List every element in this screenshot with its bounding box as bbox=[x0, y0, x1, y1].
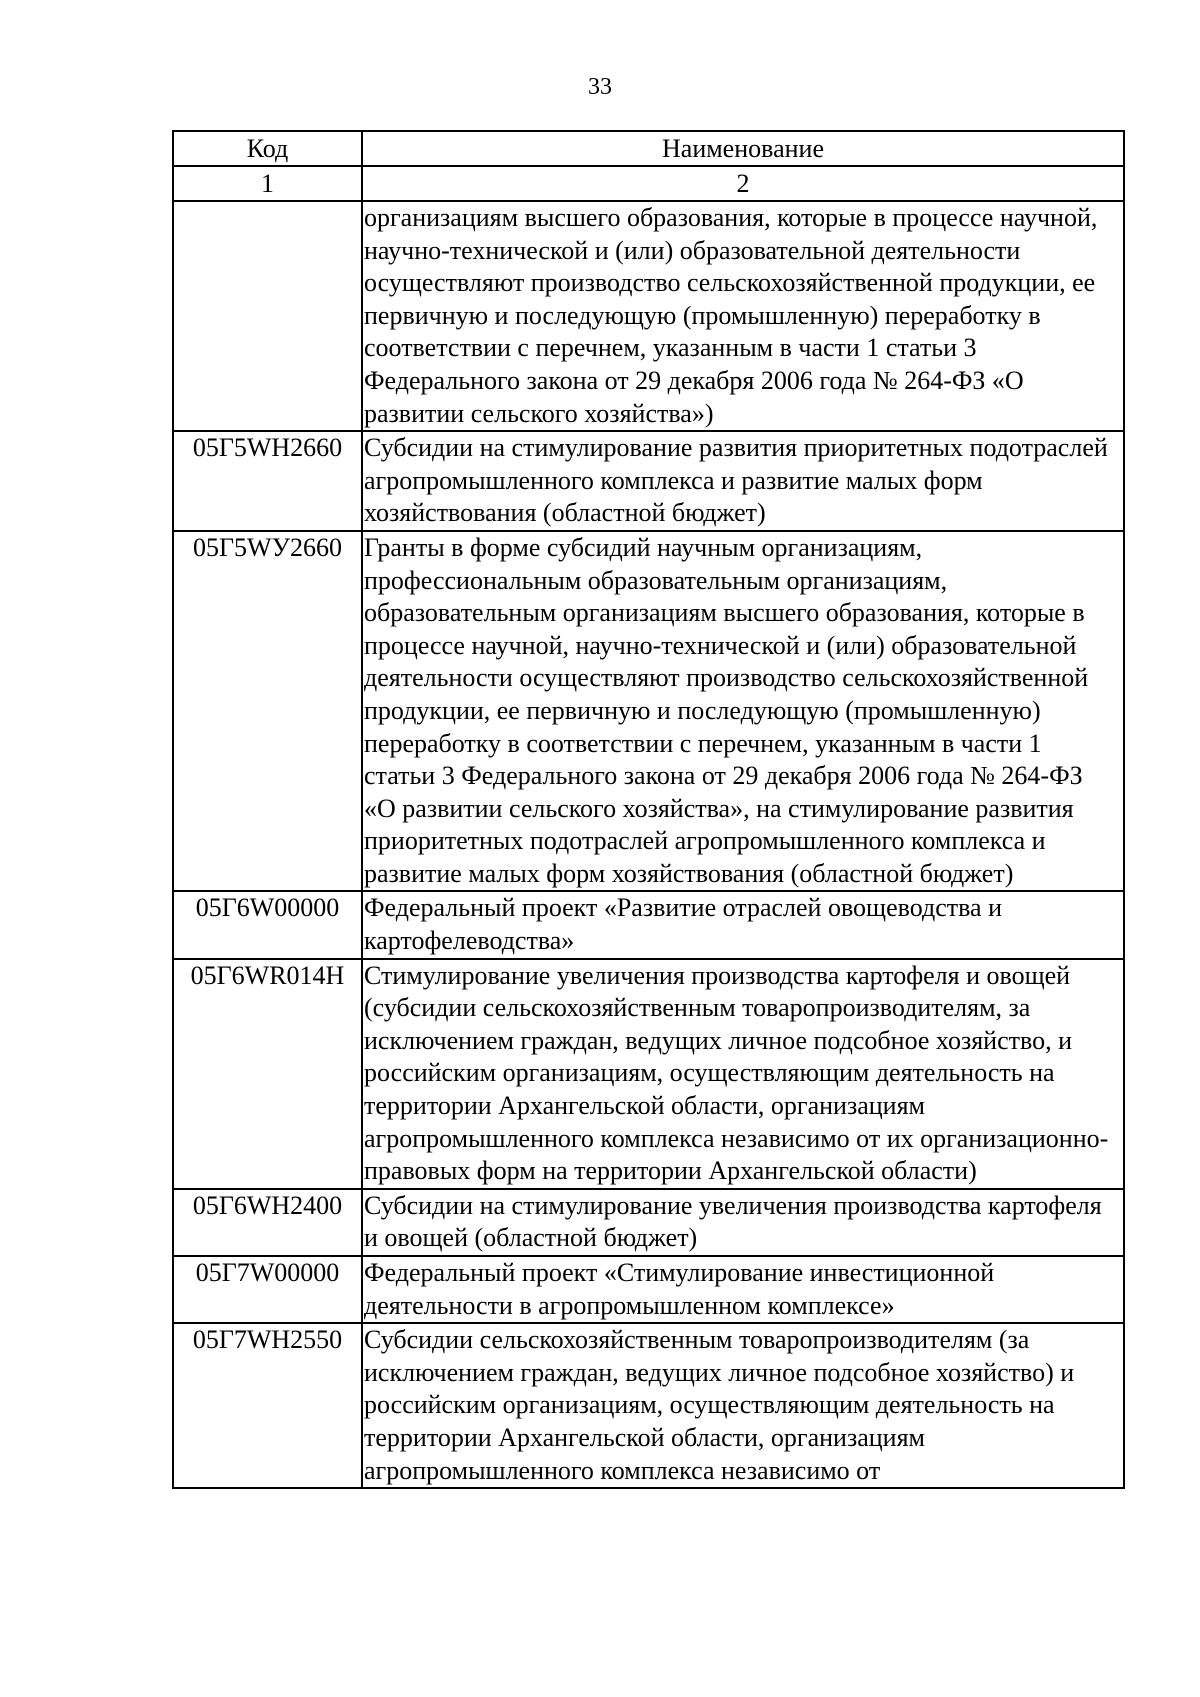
row-name: Субсидии на стимулирование увеличения производства картофеля и овощей (областной бюджет) bbox=[362, 1189, 1124, 1256]
table-row bbox=[173, 1323, 1124, 1488]
budget-code-table bbox=[172, 130, 1125, 1489]
column-number-row bbox=[173, 166, 1124, 201]
column-number-1: 1 bbox=[173, 166, 362, 201]
table-row bbox=[173, 531, 1124, 892]
row-code: 05Г7WН2550 bbox=[173, 1323, 362, 1488]
table-row bbox=[173, 201, 1124, 431]
page-number: 33 bbox=[588, 74, 612, 100]
row-code: 05Г6WR014Н bbox=[173, 959, 362, 1189]
row-code: 05Г5WН2660 bbox=[173, 431, 362, 531]
row-code: 05Г6W00000 bbox=[173, 891, 362, 958]
row-code: 05Г5WУ2660 bbox=[173, 531, 362, 892]
table-header-row bbox=[173, 131, 1124, 166]
column-header-code: Код bbox=[173, 131, 362, 166]
row-code: 05Г6WН2400 bbox=[173, 1189, 362, 1256]
row-name: Стимулирование увеличения производства картофеля и овощей (субсидии сельскохозяйственным товаропроизводителям, за исключением граждан, ведущих личное подсобное хозяйство, и российским организациям, осуществляющим деятельность на территории Архангельской области, организациям агропромышленного комплекса независимо от их организационно-правовых форм на территории Архангельской области) bbox=[362, 959, 1124, 1189]
column-number-2: 2 bbox=[362, 166, 1124, 201]
row-code bbox=[173, 201, 362, 431]
table-row bbox=[173, 1256, 1124, 1323]
row-name: организациям высшего образования, которые в процессе научной, научно-технической и (или) образовательной деятельности осуществляют производство сельскохозяйственной продукции, ее первичную и последующую (промышленную) переработку в соответствии с перечнем, указанным в части 1 статьи 3 Федерального закона от 29 декабря 2006 года № 264-ФЗ «О развитии сельского хозяйства») bbox=[362, 201, 1124, 431]
row-code: 05Г7W00000 bbox=[173, 1256, 362, 1323]
row-name: Субсидии сельскохозяйственным товаропроизводителям (за исключением граждан, ведущих личное подсобное хозяйство) и российским организациям, осуществляющим деятельность на территории Архангельской области, организациям агропромышленного комплекса независимо от bbox=[362, 1323, 1124, 1488]
table-row bbox=[173, 959, 1124, 1189]
table-row bbox=[173, 891, 1124, 958]
row-name: Федеральный проект «Развитие отраслей овощеводства и картофелеводства» bbox=[362, 891, 1124, 958]
column-header-name: Наименование bbox=[362, 131, 1124, 166]
table-row bbox=[173, 1189, 1124, 1256]
row-name: Федеральный проект «Стимулирование инвестиционной деятельности в агропромышленном комплексе» bbox=[362, 1256, 1124, 1323]
table-row bbox=[173, 431, 1124, 531]
row-name: Субсидии на стимулирование развития приоритетных подотраслей агропромышленного комплекса и развитие малых форм хозяйствования (областной бюджет) bbox=[362, 431, 1124, 531]
row-name: Гранты в форме субсидий научным организациям, профессиональным образовательным организациям, образовательным организациям высшего образования, которые в процессе научной, научно-технической и (или) образовательной деятельности осуществляют производство сельскохозяйственной продукции, ее первичную и последующую (промышленную) переработку в соответствии с перечнем, указанным в части 1 статьи 3 Федерального закона от 29 декабря 2006 года № 264-ФЗ «О развитии сельского хозяйства», на стимулирование развития приоритетных подотраслей агропромышленного комплекса и развитие малых форм хозяйствования (областной бюджет) bbox=[362, 531, 1124, 892]
